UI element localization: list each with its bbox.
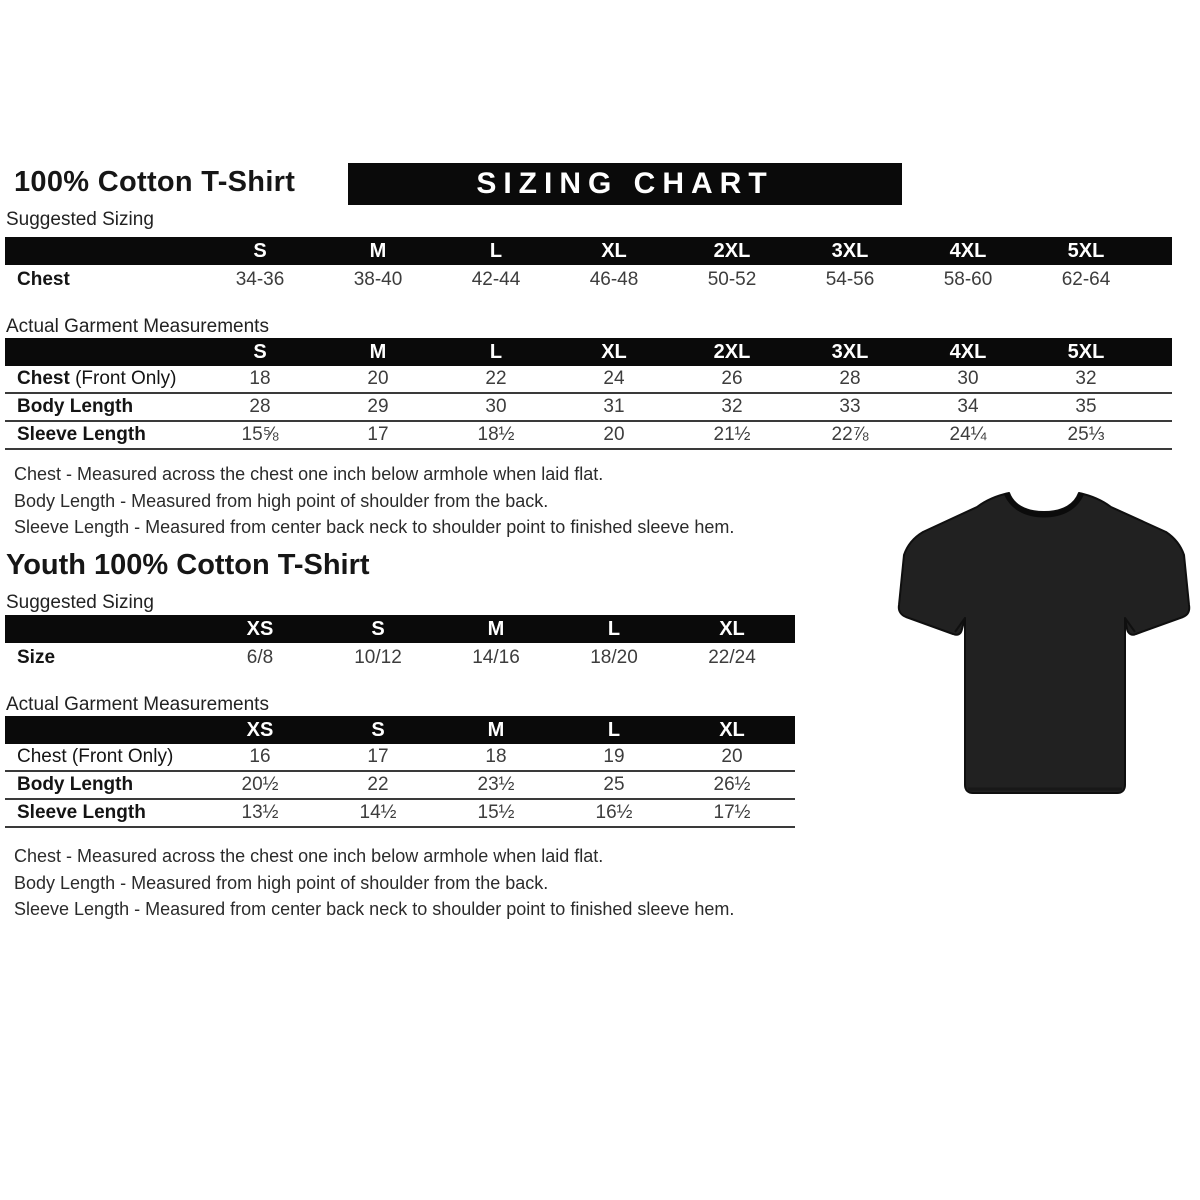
- value-cell: 31: [603, 396, 625, 417]
- size-header-cell: 5XL: [1067, 239, 1105, 262]
- size-header-cell: S: [371, 617, 385, 640]
- page-title: 100% Cotton T-Shirt: [14, 166, 296, 198]
- size-header-cell: M: [487, 617, 505, 640]
- row-label: Sleeve Length: [17, 802, 146, 823]
- size-header-cell: 2XL: [713, 340, 751, 363]
- size-header-cell: 5XL: [1067, 340, 1105, 363]
- table-row-sleeve-length: [5, 422, 1172, 450]
- table-row-body-length: [5, 394, 1172, 422]
- value-cell: 34: [957, 396, 979, 417]
- value-cell: 23½: [477, 774, 515, 795]
- size-header-cell: XL: [601, 239, 627, 262]
- value-cell: 28: [249, 396, 271, 417]
- value-cell: 50-52: [707, 269, 757, 290]
- value-cell: 29: [367, 396, 389, 417]
- adult-measurement-notes: [14, 461, 734, 541]
- value-cell: 15½: [477, 802, 515, 823]
- size-header-cell: L: [607, 617, 621, 640]
- value-cell: 22⅞: [831, 424, 869, 445]
- value-cell: 6/8: [246, 647, 274, 668]
- value-cell: 21½: [713, 424, 751, 445]
- value-cell: 14/16: [472, 647, 520, 668]
- table-row-chest: [5, 744, 795, 772]
- value-cell: 13½: [241, 802, 279, 823]
- size-header-cell: S: [253, 239, 267, 262]
- size-header-cell: 3XL: [831, 340, 869, 363]
- value-cell: 10/12: [354, 647, 402, 668]
- value-cell: 42-44: [471, 269, 521, 290]
- value-cell: 26: [721, 368, 743, 389]
- row-label: Body Length: [17, 774, 134, 795]
- youth-title: Youth 100% Cotton T-Shirt: [6, 549, 370, 581]
- value-cell: 20: [603, 424, 625, 445]
- suggested-sizing-label: Suggested Sizing: [6, 592, 154, 613]
- adult-suggested-table: [5, 237, 1172, 295]
- value-cell: 58-60: [943, 269, 993, 290]
- value-cell: 25⅓: [1067, 424, 1105, 445]
- row-label: Body Length: [17, 396, 134, 417]
- size-header-cell: M: [369, 340, 387, 363]
- value-cell: 14½: [359, 802, 397, 823]
- size-header-cell: S: [253, 340, 267, 363]
- row-label: Chest (Front Only): [17, 746, 174, 767]
- value-cell: 20: [367, 368, 389, 389]
- size-header-cell: L: [489, 239, 503, 262]
- value-cell: 32: [721, 396, 743, 417]
- measurement-note: Sleeve Length - Measured from center back neck to shoulder point to finished sleeve hem.: [14, 517, 735, 537]
- row-label: Size: [17, 647, 56, 668]
- size-header-cell: 2XL: [713, 239, 751, 262]
- actual-measurements-label: Actual Garment Measurements: [6, 316, 269, 337]
- value-cell: 22/24: [708, 647, 756, 668]
- table-row-sleeve-length: [5, 800, 795, 828]
- value-cell: 19: [603, 746, 625, 767]
- value-cell: 15⅝: [241, 424, 279, 445]
- value-cell: 17½: [713, 802, 751, 823]
- value-cell: 30: [485, 396, 507, 417]
- size-header-cell: 3XL: [831, 239, 869, 262]
- size-header-cell: 4XL: [949, 239, 987, 262]
- adult-actual-table: [5, 338, 1172, 450]
- table-row-chest: [5, 366, 1172, 394]
- measurement-note: Sleeve Length - Measured from center back neck to shoulder point to finished sleeve hem.: [14, 899, 735, 919]
- tshirt-image: [897, 489, 1191, 805]
- value-cell: 32: [1075, 368, 1097, 389]
- table-row-chest: [5, 265, 1172, 295]
- size-header-cell: XS: [246, 617, 274, 640]
- value-cell: 24¼: [949, 424, 987, 445]
- youth-measurement-notes: [14, 843, 734, 923]
- table-header-row: [5, 237, 1172, 265]
- value-cell: 17: [367, 424, 389, 445]
- table-row-size: [5, 643, 795, 673]
- value-cell: 17: [367, 746, 389, 767]
- size-header-cell: XL: [719, 617, 745, 640]
- table-row-body-length: [5, 772, 795, 800]
- value-cell: 35: [1075, 396, 1097, 417]
- size-header-cell: L: [607, 718, 621, 741]
- size-header-cell: M: [487, 718, 505, 741]
- value-cell: 18: [249, 368, 271, 389]
- value-cell: 24: [603, 368, 625, 389]
- suggested-sizing-label: Suggested Sizing: [6, 209, 154, 230]
- measurement-note: Body Length - Measured from high point of shoulder from the back.: [14, 872, 549, 893]
- value-cell: 16½: [595, 802, 633, 823]
- value-cell: 33: [839, 396, 861, 417]
- youth-suggested-table: [5, 615, 795, 673]
- row-label: Chest (Front Only): [17, 368, 177, 389]
- size-header-cell: L: [489, 340, 503, 363]
- value-cell: 20: [721, 746, 743, 767]
- row-label: Sleeve Length: [17, 424, 146, 445]
- size-header-cell: S: [371, 718, 385, 741]
- value-cell: 25: [603, 774, 625, 795]
- value-cell: 18: [485, 746, 507, 767]
- size-header-cell: XL: [601, 340, 627, 363]
- table-header-row: [5, 716, 795, 744]
- value-cell: 38-40: [353, 269, 403, 290]
- value-cell: 20½: [241, 774, 279, 795]
- row-label: Chest: [17, 269, 70, 290]
- actual-measurements-label: Actual Garment Measurements: [6, 694, 269, 715]
- table-header-row: [5, 338, 1172, 366]
- size-header-cell: XS: [246, 718, 274, 741]
- sizing-chart-banner: SIZING CHART: [348, 163, 902, 205]
- size-header-cell: M: [369, 239, 387, 262]
- youth-actual-table: [5, 716, 795, 828]
- value-cell: 30: [957, 368, 979, 389]
- measurement-note: Chest - Measured across the chest one inch below armhole when laid flat.: [14, 846, 604, 866]
- value-cell: 22: [367, 774, 389, 795]
- measurement-note: Chest - Measured across the chest one inch below armhole when laid flat.: [14, 464, 604, 484]
- value-cell: 26½: [713, 774, 751, 795]
- value-cell: 62-64: [1061, 269, 1111, 290]
- value-cell: 34-36: [235, 269, 285, 290]
- value-cell: 28: [839, 368, 861, 389]
- value-cell: 54-56: [825, 269, 875, 290]
- value-cell: 16: [249, 746, 271, 767]
- value-cell: 46-48: [589, 269, 639, 290]
- value-cell: 22: [485, 368, 507, 389]
- table-header-row: [5, 615, 795, 643]
- size-header-cell: XL: [719, 718, 745, 741]
- size-header-cell: 4XL: [949, 340, 987, 363]
- value-cell: 18/20: [590, 647, 638, 668]
- measurement-note: Body Length - Measured from high point of shoulder from the back.: [14, 490, 549, 511]
- value-cell: 18½: [477, 424, 515, 445]
